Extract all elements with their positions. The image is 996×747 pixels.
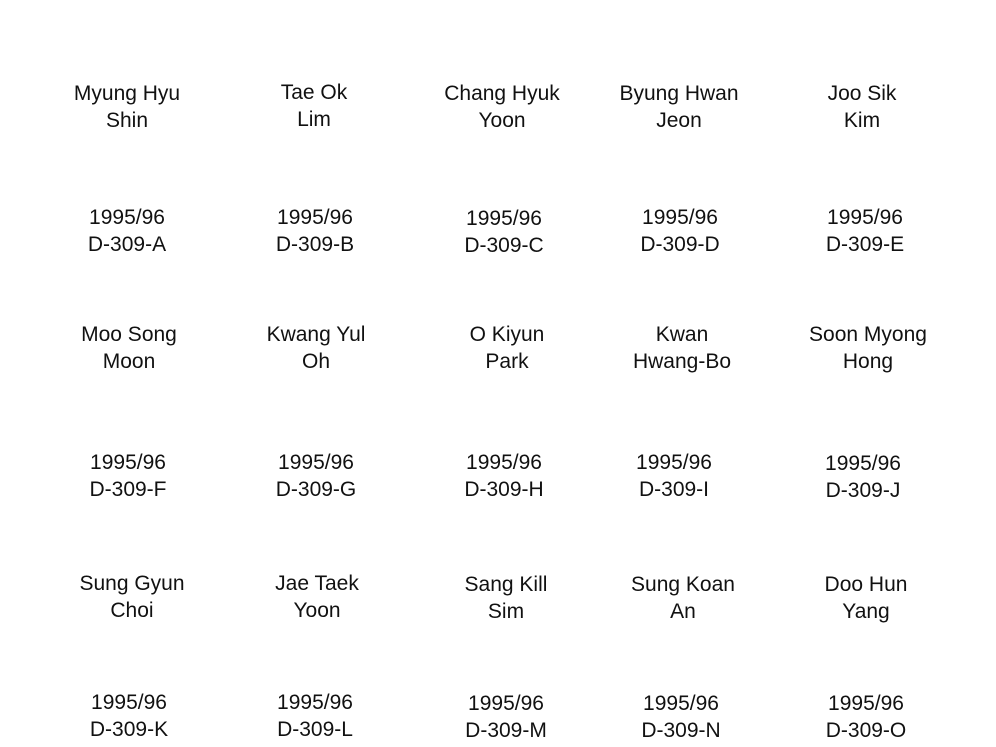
family-name: Sim — [487, 600, 525, 623]
catalog-label — [590, 204, 770, 258]
given-name: Moo Song — [81, 323, 177, 346]
season-text: 1995/96 — [636, 451, 712, 474]
catalog-label — [38, 449, 218, 503]
catalog-code: D-309-O — [825, 719, 907, 742]
given-name: Sung Gyun — [79, 572, 185, 595]
name-label — [42, 570, 222, 624]
catalog-label — [225, 204, 405, 258]
name-label — [592, 321, 772, 375]
catalog-code: D-309-B — [275, 233, 355, 256]
given-name: Soon Myong — [809, 323, 927, 346]
given-name: Byung Hwan — [619, 82, 739, 105]
family-name: Park — [485, 350, 529, 373]
season-text: 1995/96 — [827, 206, 903, 229]
catalog-label — [775, 204, 955, 258]
catalog-code: D-309-I — [638, 478, 710, 501]
catalog-code: D-309-F — [89, 478, 167, 501]
family-name: Yoon — [293, 599, 341, 622]
catalog-label — [226, 449, 406, 503]
given-name: Kwan — [655, 323, 709, 346]
family-name: Jeon — [656, 109, 702, 132]
catalog-code: D-309-A — [87, 233, 167, 256]
name-label — [776, 571, 956, 625]
season-text: 1995/96 — [642, 206, 718, 229]
name-label — [227, 570, 407, 624]
catalog-label — [416, 690, 596, 744]
given-name: O Kiyun — [469, 323, 545, 346]
name-label — [589, 80, 769, 134]
catalog-code: D-309-E — [825, 233, 905, 256]
catalog-code: D-309-L — [277, 718, 353, 741]
name-label — [593, 571, 773, 625]
given-name: Jae Taek — [275, 572, 359, 595]
given-name: Chang Hyuk — [444, 82, 560, 105]
catalog-label — [39, 689, 219, 743]
given-name: Myung Hyu — [73, 82, 181, 105]
name-label — [37, 80, 217, 134]
given-name: Tae Ok — [280, 81, 348, 104]
given-name: Doo Hun — [824, 573, 908, 596]
season-text: 1995/96 — [277, 206, 353, 229]
season-text: 1995/96 — [825, 452, 901, 475]
season-text: 1995/96 — [91, 691, 167, 714]
catalog-code: D-309-J — [825, 479, 901, 502]
name-label — [772, 80, 952, 134]
season-text: 1995/96 — [466, 207, 542, 230]
catalog-label — [37, 204, 217, 258]
name-label — [417, 321, 597, 375]
given-name: Joo Sik — [827, 82, 897, 105]
family-name: Moon — [102, 350, 156, 373]
name-label — [412, 80, 592, 134]
season-text: 1995/96 — [278, 451, 354, 474]
catalog-label — [414, 449, 594, 503]
catalog-label — [773, 450, 953, 504]
catalog-code: D-309-N — [641, 719, 721, 742]
catalog-code: D-309-M — [465, 719, 547, 742]
catalog-label — [591, 690, 771, 744]
catalog-label — [776, 690, 956, 744]
family-name: Yang — [842, 600, 890, 623]
given-name: Kwang Yul — [266, 323, 366, 346]
catalog-code: D-309-H — [464, 478, 544, 501]
season-text: 1995/96 — [90, 451, 166, 474]
season-text: 1995/96 — [89, 206, 165, 229]
catalog-code: D-309-D — [640, 233, 720, 256]
name-label — [224, 79, 404, 133]
family-name: Kim — [843, 109, 881, 132]
catalog-label — [584, 449, 764, 503]
season-text: 1995/96 — [828, 692, 904, 715]
catalog-code: D-309-K — [89, 718, 169, 741]
season-text: 1995/96 — [643, 692, 719, 715]
name-label — [778, 321, 958, 375]
family-name: Choi — [110, 599, 154, 622]
catalog-code: D-309-C — [464, 234, 544, 257]
name-label — [226, 321, 406, 375]
family-name: An — [670, 600, 696, 623]
name-label — [416, 571, 596, 625]
catalog-label — [225, 689, 405, 743]
family-name: Hong — [842, 350, 894, 373]
family-name: Hwang-Bo — [632, 350, 732, 373]
family-name: Lim — [297, 108, 331, 131]
family-name: Oh — [301, 350, 330, 373]
catalog-code: D-309-G — [275, 478, 357, 501]
name-label — [39, 321, 219, 375]
season-text: 1995/96 — [466, 451, 542, 474]
given-name: Sung Koan — [631, 573, 735, 596]
catalog-label — [414, 205, 594, 259]
season-text: 1995/96 — [468, 692, 544, 715]
season-text: 1995/96 — [277, 691, 353, 714]
given-name: Sang Kill — [464, 573, 548, 596]
family-name: Yoon — [478, 109, 526, 132]
family-name: Shin — [105, 109, 149, 132]
